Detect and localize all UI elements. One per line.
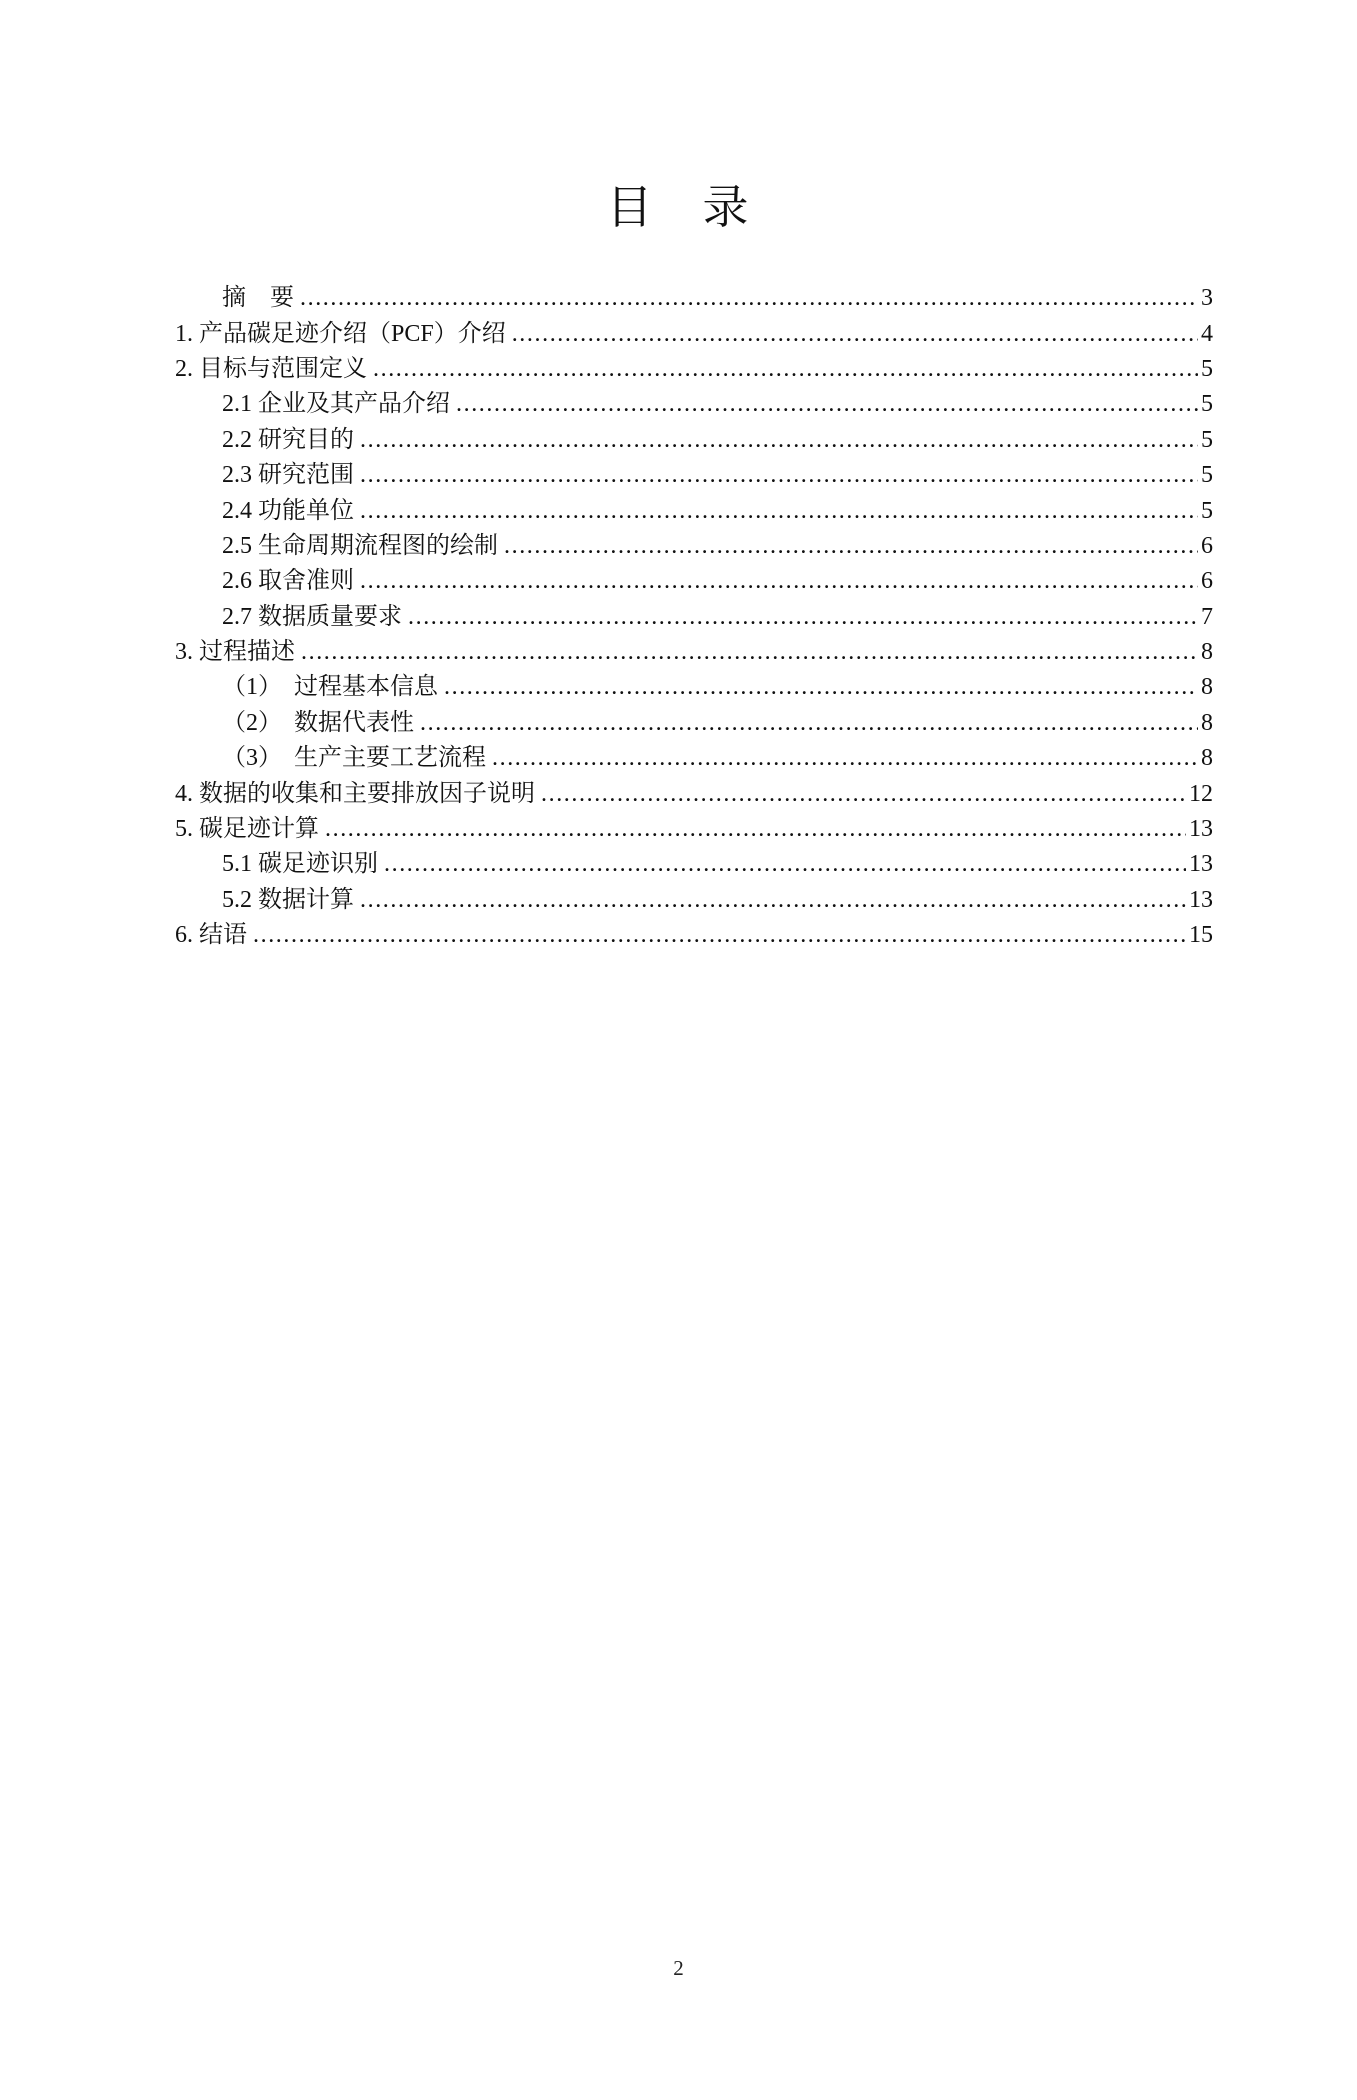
toc-entry-page-number: 13 [1189, 816, 1213, 843]
toc-entry [175, 387, 1213, 422]
toc-leader-dots [384, 847, 1186, 882]
toc-entry-label: 5. 碳足迹计算 [175, 816, 319, 843]
toc-leader-dots [492, 741, 1198, 776]
table-of-contents [0, 281, 1357, 953]
toc-entry-page-number: 5 [1201, 497, 1213, 524]
toc-entry-label: 2.7 数据质量要求 [222, 603, 402, 630]
toc-entry-label: 6. 结语 [175, 922, 247, 949]
toc-entry-label: 5.1 碳足迹识别 [222, 851, 378, 878]
toc-entry-page-number: 5 [1201, 355, 1213, 382]
toc-entry-page-number: 5 [1201, 391, 1213, 418]
toc-entry-page-number: 6 [1201, 568, 1213, 595]
toc-entry [175, 670, 1213, 705]
toc-entry-label: 2.2 研究目的 [222, 426, 354, 453]
toc-entry-label: 2.1 企业及其产品介绍 [222, 391, 450, 418]
toc-entry [175, 918, 1213, 953]
toc-entry-label: 1. 产品碳足迹介绍（PCF）介绍 [175, 320, 506, 347]
toc-leader-dots [504, 529, 1198, 564]
toc-entry [175, 706, 1213, 741]
toc-entry-page-number: 8 [1201, 745, 1213, 772]
toc-leader-dots [360, 564, 1198, 599]
toc-entry [175, 883, 1213, 918]
toc-entry-page-number: 8 [1201, 674, 1213, 701]
toc-entry-label: 5.2 数据计算 [222, 886, 354, 913]
toc-entry [175, 847, 1213, 882]
toc-entry [175, 635, 1213, 670]
toc-entry-page-number: 12 [1189, 780, 1213, 807]
toc-entry-page-number: 13 [1189, 886, 1213, 913]
toc-entry-page-number: 7 [1201, 603, 1213, 630]
page-title: 目 录 [606, 182, 751, 233]
toc-leader-dots [360, 883, 1186, 918]
toc-entry-label: （2） 数据代表性 [222, 709, 414, 736]
toc-entry [175, 741, 1213, 776]
toc-entry-page-number: 5 [1201, 462, 1213, 489]
toc-leader-dots [360, 494, 1198, 529]
toc-entry [175, 317, 1213, 352]
toc-leader-dots [444, 670, 1198, 705]
toc-entry-label: 2.4 功能单位 [222, 497, 354, 524]
toc-leader-dots [325, 812, 1186, 847]
toc-leader-dots [512, 317, 1198, 352]
toc-entry-label: （1） 过程基本信息 [222, 674, 438, 701]
toc-entry-label: 2. 目标与范围定义 [175, 355, 367, 382]
toc-entry [175, 352, 1213, 387]
toc-entry-page-number: 5 [1201, 426, 1213, 453]
toc-entry-label: 2.5 生命周期流程图的绘制 [222, 532, 498, 559]
toc-entry-page-number: 13 [1189, 851, 1213, 878]
toc-leader-dots [360, 423, 1198, 458]
toc-leader-dots [456, 387, 1198, 422]
toc-leader-dots [541, 777, 1186, 812]
toc-entry [175, 529, 1213, 564]
toc-entry [175, 564, 1213, 599]
toc-entry [175, 494, 1213, 529]
toc-entry-label: 2.6 取舍准则 [222, 568, 354, 595]
toc-leader-dots [373, 352, 1198, 387]
toc-entry [175, 600, 1213, 635]
toc-entry-label: （3） 生产主要工艺流程 [222, 745, 486, 772]
toc-entry-page-number: 3 [1201, 285, 1213, 312]
toc-leader-dots [360, 458, 1198, 493]
toc-entry [175, 777, 1213, 812]
toc-leader-dots [301, 635, 1198, 670]
toc-entry-label: 摘 要 [222, 285, 294, 312]
toc-entry-page-number: 4 [1201, 320, 1213, 347]
toc-entry-label: 2.3 研究范围 [222, 462, 354, 489]
toc-entry [175, 812, 1213, 847]
toc-entry-page-number: 8 [1201, 709, 1213, 736]
toc-leader-dots [300, 281, 1198, 316]
toc-entry [175, 423, 1213, 458]
toc-entry-page-number: 6 [1201, 532, 1213, 559]
toc-entry-page-number: 8 [1201, 639, 1213, 666]
toc-entry-label: 3. 过程描述 [175, 639, 295, 666]
toc-leader-dots [253, 918, 1186, 953]
toc-leader-dots [408, 600, 1198, 635]
footer-page-number: 2 [673, 1956, 684, 1980]
toc-entry-label: 4. 数据的收集和主要排放因子说明 [175, 780, 535, 807]
toc-entry [175, 458, 1213, 493]
toc-entry-page-number: 15 [1189, 922, 1213, 949]
toc-entry [175, 281, 1213, 316]
toc-leader-dots [420, 706, 1198, 741]
